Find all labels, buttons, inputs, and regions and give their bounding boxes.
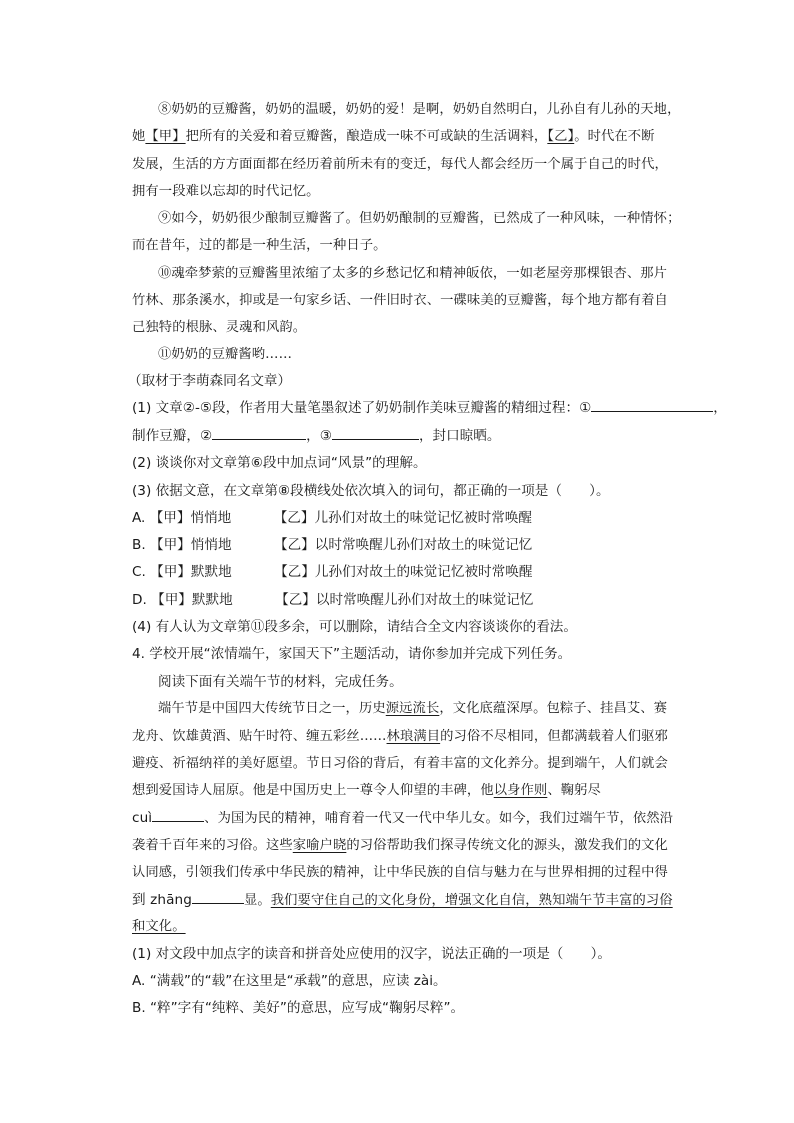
paragraph-10-line-2: 竹林、那条溪水，抑或是一句家乡话、一件旧时衣、一碟味美的豆瓣酱，每个地方都有着自 [132, 293, 668, 308]
underlined-term: 源远流长 [385, 701, 440, 716]
question-text: 制作豆瓣，② [132, 428, 213, 444]
passage-line-7: 认同感，引领我们传承中华民族的精神，让中华民族的自信与魅力在与世界相拥的过程中得 [132, 865, 668, 880]
article-source: （取材于李萌森同名文章） [128, 373, 292, 389]
blank-jia: 【甲】 [145, 129, 186, 144]
paragraph-10-line-3: 己独特的根脉、灵魂和风韵。 [132, 320, 307, 335]
question-3-option-c[interactable] [132, 560, 697, 580]
paragraph-8-line-2 [132, 125, 697, 144]
pinyin-blank-zhang[interactable] [192, 889, 244, 904]
answer-blank-1[interactable] [591, 397, 713, 412]
passage-line-5 [132, 807, 697, 826]
section-4-question-1: (1) 对文段中加点字的读音和拼音处应使用的汉字，说法正确的一项是（ ）。 [132, 946, 611, 962]
option-yi: 【乙】以时常唤醒儿孙们对故土的味觉记忆 [275, 592, 534, 608]
paragraph-8-line-4: 拥有一段难以忘却的时代记忆。 [132, 184, 320, 199]
answer-blank-2[interactable] [212, 425, 306, 440]
option-jia: 【甲】默默地 [150, 564, 232, 580]
option-jia: 【甲】悄悄地 [149, 510, 232, 526]
text-segment: 她 [132, 129, 146, 144]
option-yi: 【乙】儿孙们对故土的味觉记忆被时常唤醒 [273, 510, 532, 526]
option-label: C. [132, 564, 146, 580]
paragraph-11: ⑪奶奶的豆瓣酱哟…… [158, 347, 292, 362]
section-4-question-1-option-a[interactable]: A. “满载”的“载”在这里是“承载”的意思，应读 zài。 [132, 973, 447, 989]
text-segment: 袭着千百年来的习俗。这些 [132, 838, 293, 853]
passage-line-6 [132, 834, 697, 853]
text-segment: 。时代在不断 [574, 129, 655, 144]
section-4-heading: 4. 学校开展“浓情端午，家国天下”主题活动，请你参加并完成下列任务。 [132, 646, 572, 662]
question-text: (1) 文章②-⑤段，作者用大量笔墨叙述了奶奶制作美味豆瓣酱的精细过程：① [132, 400, 592, 416]
pinyin-blank-cui[interactable] [152, 807, 204, 822]
paragraph-8-line-1: ⑧奶奶的豆瓣酱，奶奶的温暖，奶奶的爱！是啊，奶奶自然明白，儿孙自有儿孙的天地， [158, 102, 681, 117]
section-4-intro: 阅读下面有关端午节的材料，完成任务。 [158, 674, 403, 690]
question-3: (3) 依据文意，在文章第⑧段横线处依次填入的词句，都正确的一项是（ ）。 [132, 483, 610, 499]
text-segment: 想到爱国诗人屈原。他是中国历史上一尊令人仰望的丰碑，他 [132, 783, 494, 798]
text-segment: 端午节是中国四大传统节日之一，历史 [158, 701, 386, 716]
underlined-sentence: 我们要守住自己的文化身份，增强文化自信，熟知端午节丰富的习俗 [270, 893, 673, 908]
option-label: B. [132, 537, 146, 553]
passage-line-4 [132, 779, 697, 798]
passage-line-9 [132, 915, 697, 934]
blank-yi: 【乙】 [547, 129, 575, 144]
underlined-term: 家喻户晓 [292, 838, 347, 853]
question-1-line-1 [132, 396, 727, 416]
text-segment: 、为国为民的精神，哺育着一代又一代中华儿女。如今，我们过端午节，依然沿 [204, 811, 674, 826]
question-4: (4) 有人认为文章第⑪段多余，可以删除，请结合全文内容谈谈你的看法。 [132, 619, 577, 635]
passage-line-1 [158, 697, 723, 716]
passage-line-3: 避疫、祈福纳祥的美好愿望。节日习俗的背后，有着丰富的文化养分。提到端午，人们就会 [132, 756, 668, 771]
question-3-option-a[interactable] [132, 506, 697, 526]
option-label: D. [132, 592, 147, 608]
text-segment: 显。 [243, 893, 271, 908]
text-segment: 龙舟、饮雄黄酒、贴午时符、缠五彩丝…… [132, 729, 387, 744]
option-jia: 【甲】悄悄地 [149, 537, 232, 553]
question-2: (2) 谈谈你对文章第⑥段中加点词“风景”的理解。 [132, 455, 427, 471]
paragraph-8-line-3: 发展，生活的方方面面都在经历着前所未有的变迁，每代人都会经历一个属于自己的时代， [132, 157, 668, 172]
option-yi: 【乙】儿孙们对故土的味觉记忆被时常唤醒 [274, 564, 533, 580]
option-yi: 【乙】以时常唤醒儿孙们对故土的味觉记忆 [273, 537, 533, 553]
paragraph-9-line-1: ⑨如今，奶奶很少酿制豆瓣酱了。但奶奶酿制的豆瓣酱，已然成了一种风味，一种情怀； [158, 211, 681, 226]
question-3-option-b[interactable] [132, 533, 697, 553]
pinyin-cui: cuì [132, 810, 153, 826]
question-3-option-d[interactable] [132, 588, 697, 608]
text-segment: 、鞠躬尽 [547, 783, 601, 798]
paragraph-9-line-2: 而在昔年，过的都是一种生活，一种日子。 [132, 238, 387, 253]
question-text: ，③ [306, 428, 332, 444]
text-segment: 的习俗帮助我们探寻传统文化的源头，激发我们的文化 [346, 838, 668, 853]
underlined-sentence: 和文化。 [132, 919, 186, 934]
option-jia: 【甲】默默地 [151, 592, 233, 608]
text-segment: ，文化底蕴深厚。包粽子、挂昌艾、赛 [439, 701, 668, 716]
question-text: ，封口晾晒。 [418, 428, 501, 444]
underlined-term: 以身作则 [493, 783, 548, 798]
underlined-term: 林琅满目 [386, 729, 441, 744]
text-segment: 的习俗不尽相同，但都满载着人们驱邪 [440, 729, 668, 744]
answer-blank-3[interactable] [332, 425, 419, 440]
passage-line-2 [132, 725, 697, 744]
passage-line-8 [132, 888, 697, 908]
option-label: A. [132, 510, 146, 526]
paragraph-10-line-1: ⑩魂牵梦萦的豆瓣酱里浓缩了太多的乡愁记忆和精神皈依，一如老屋旁那棵银杏、那片 [158, 266, 668, 281]
pinyin-zhang: 到 zhāng [132, 892, 192, 908]
section-4-question-1-option-b[interactable]: B. “粹”字有“纯粹、美好”的意思，应写成“鞠躬尽粹”。 [132, 1000, 465, 1016]
text-segment: 把所有的关爱和着豆瓣酱，酿造成一味不可或缺的生活调料， [185, 129, 548, 144]
question-text: ， [713, 400, 727, 416]
question-1-line-2 [132, 424, 697, 444]
